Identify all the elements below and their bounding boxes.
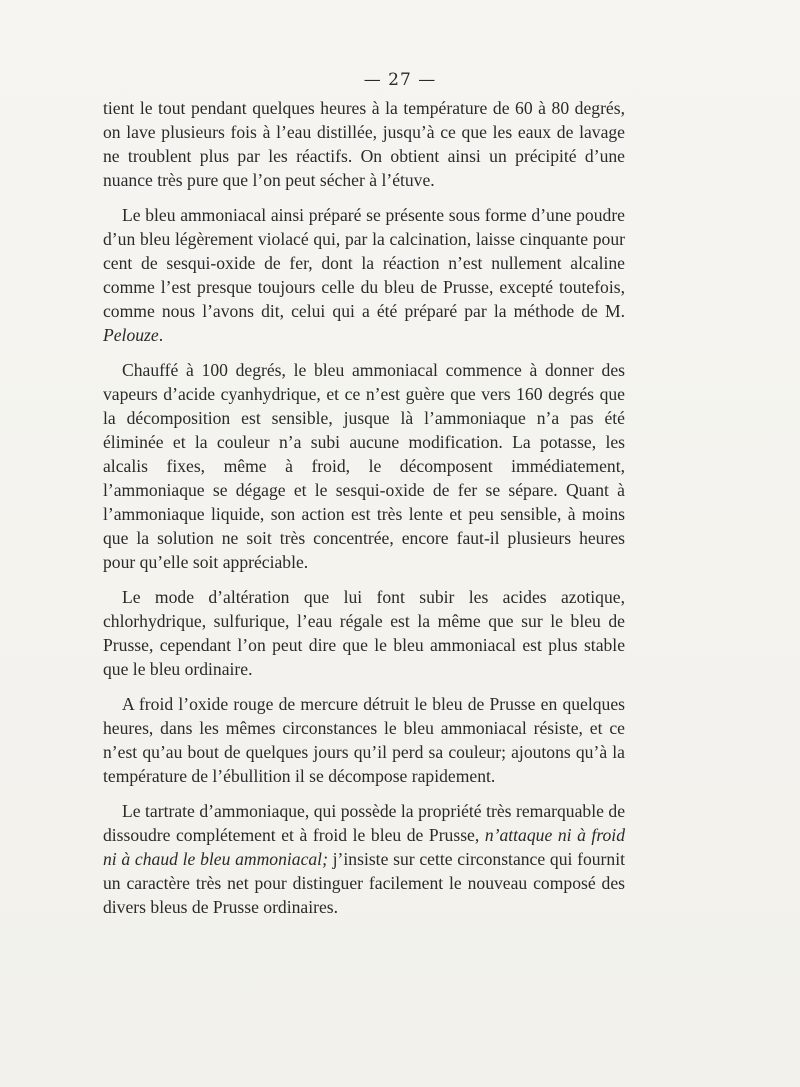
paragraph-text: A froid l’oxide rouge de mercure détruit le bleu de Prusse en quelques heures, dans les mêmes circonstances le bleu ammoniacal résiste, et ce n’est qu’au bout de quelques jours qu’il perd sa couleur; ajoutons qu’à la température de l’ébullition il se décompose rapidement.: [103, 694, 625, 786]
paragraph-text: Le mode d’altération que lui font subir les acides azotique, chlorhydrique, sulfurique, l’eau régale est la même que sur le bleu de Prusse, cependant l’on peut dire que le bleu ammoniacal est plus stable que le bleu ordinaire.: [103, 587, 625, 679]
paragraph-text: Le bleu ammoniacal ainsi préparé se présente sous forme d’une poudre d’un bleu légèrement violacé qui, par la calcination, laisse cinquante pour cent de sesqui-oxide de fer, dont la réaction n’est nullement alcaline comme l’est presque toujours celle du bleu de Prusse, excepté toutefois, comme nous l’avons dit, celui qui a été préparé par la méthode de M.: [103, 205, 625, 321]
paragraph-text: tient le tout pendant quelques heures à la température de 60 à 80 degrés, on lave plusieurs fois à l’eau distillée, jusqu’à ce que les eaux de lavage ne troublent plus par les réactifs. On obtient ainsi un précipité d’une nuance très pure que l’on peut sécher à l’étuve.: [103, 98, 625, 190]
paragraph-text: Le tartrate d’ammoniaque, qui possède la propriété très remarquable de dissoudre complétement et à froid le bleu de Prusse,: [103, 801, 625, 845]
paragraph-bleu-ammoniacal: [103, 203, 625, 347]
paragraph-oxide-mercure: [103, 692, 625, 788]
paragraph-alteration: [103, 585, 625, 681]
emphasized-text: n’attaque ni à froid ni à chaud le bleu ammoniacal;: [103, 825, 625, 869]
paragraph-continuation: [103, 96, 625, 192]
author-name: Pelouze: [103, 325, 159, 345]
paragraph-text: Chauffé à 100 degrés, le bleu ammoniacal commence à donner des vapeurs d’acide cyanhydrique, et ce n’est guère que vers 160 degrés que la décomposition est sensible, jusque là l’ammoniaque n’a pas été éliminée et la couleur n’a subi aucune modification. La potasse, les alcalis fixes, même à froid, le décomposent immédiatement, l’ammoniaque se dégage et le sesqui-oxide de fer se sépare. Quant à l’ammoniaque liquide, son action est très lente et peu sensible, à moins que la solution ne soit très concentrée, encore faut-il plusieurs heures pour qu’elle soit appréciable.: [103, 360, 625, 572]
body-text: [103, 96, 625, 930]
paragraph-text: .: [158, 325, 164, 345]
page-number: — 27 —: [363, 70, 437, 90]
paragraph-tartrate: [103, 799, 625, 919]
paragraph-text: j’insiste sur cette circonstance qui fournit un caractère très net pour distinguer facilement le nouveau composé des divers bleus de Prusse ordinaires.: [103, 849, 625, 917]
paragraph-chauffe: [103, 358, 625, 574]
